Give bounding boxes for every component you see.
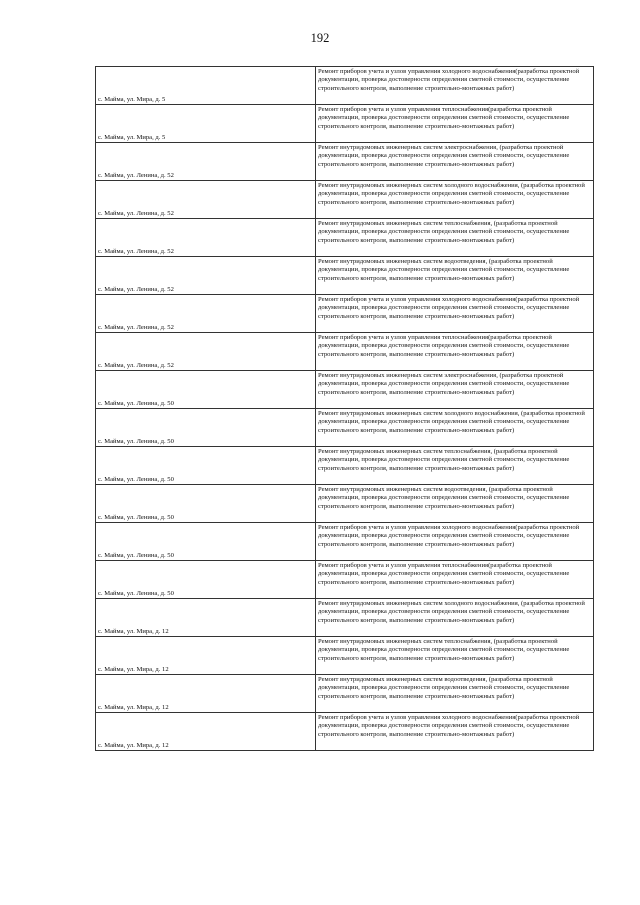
table-row bbox=[96, 67, 594, 105]
address-cell: с. Майма, ул. Ленина, д. 52 bbox=[96, 333, 316, 371]
work-description-cell: Ремонт внутридомовых инженерных систем теплоснабжения, (разработка проектной документации, проверка достоверности определения сметной стоимости, осуществление строительного контроля, выполнение строительно-монтажных работ) bbox=[316, 219, 594, 257]
work-description-cell: Ремонт внутридомовых инженерных систем водоотведения, (разработка проектной документации, проверка достоверности определения сметной стоимости, осуществление строительного контроля, выполнение строительно-монтажных работ) bbox=[316, 485, 594, 523]
work-description-cell: Ремонт внутридомовых инженерных систем холодного водоснабжения, (разработка проектной документации, проверка достоверности определения сметной стоимости, осуществление строительного контроля, выполнение строительно-монтажных работ) bbox=[316, 409, 594, 447]
table-row bbox=[96, 713, 594, 751]
address-cell: с. Майма, ул. Ленина, д. 52 bbox=[96, 295, 316, 333]
address-cell: с. Майма, ул. Ленина, д. 50 bbox=[96, 485, 316, 523]
work-description-cell: Ремонт приборов учета и узлов управления холодного водоснабжения(разработка проектной документации, проверка достоверности определения сметной стоимости, осуществление строительного контроля, выполнение строительно-монтажных работ) bbox=[316, 713, 594, 751]
address-cell: с. Майма, ул. Ленина, д. 50 bbox=[96, 371, 316, 409]
address-cell: с. Майма, ул. Мира, д. 12 bbox=[96, 713, 316, 751]
work-description-cell: Ремонт внутридомовых инженерных систем теплоснабжения, (разработка проектной документации, проверка достоверности определения сметной стоимости, осуществление строительного контроля, выполнение строительно-монтажных работ) bbox=[316, 447, 594, 485]
works-table bbox=[95, 66, 594, 751]
table-row bbox=[96, 447, 594, 485]
table-row bbox=[96, 561, 594, 599]
address-cell: с. Майма, ул. Мира, д. 12 bbox=[96, 599, 316, 637]
work-description-cell: Ремонт приборов учета и узлов управления холодного водоснабжения(разработка проектной документации, проверка достоверности определения сметной стоимости, осуществление строительного контроля, выполнение строительно-монтажных работ) bbox=[316, 295, 594, 333]
address-cell: с. Майма, ул. Ленина, д. 52 bbox=[96, 257, 316, 295]
address-cell: с. Майма, ул. Мира, д. 5 bbox=[96, 105, 316, 143]
work-description-cell: Ремонт внутридомовых инженерных систем холодного водоснабжения, (разработка проектной документации, проверка достоверности определения сметной стоимости, осуществление строительного контроля, выполнение строительно-монтажных работ) bbox=[316, 181, 594, 219]
table-row bbox=[96, 181, 594, 219]
table-row bbox=[96, 295, 594, 333]
table-row bbox=[96, 637, 594, 675]
work-description-cell: Ремонт внутридомовых инженерных систем электроснабжения, (разработка проектной документации, проверка достоверности определения сметной стоимости, осуществление строительного контроля, выполнение строительно-монтажных работ) bbox=[316, 371, 594, 409]
table-row bbox=[96, 371, 594, 409]
work-description-cell: Ремонт приборов учета и узлов управления теплоснабжения(разработка проектной документации, проверка достоверности определения сметной стоимости, осуществление строительного контроля, выполнение строительно-монтажных работ) bbox=[316, 561, 594, 599]
address-cell: с. Майма, ул. Ленина, д. 52 bbox=[96, 143, 316, 181]
table-row bbox=[96, 675, 594, 713]
address-cell: с. Майма, ул. Ленина, д. 50 bbox=[96, 523, 316, 561]
work-description-cell: Ремонт приборов учета и узлов управления теплоснабжения(разработка проектной документации, проверка достоверности определения сметной стоимости, осуществление строительного контроля, выполнение строительно-монтажных работ) bbox=[316, 105, 594, 143]
table-row bbox=[96, 409, 594, 447]
table-row bbox=[96, 219, 594, 257]
address-cell: с. Майма, ул. Ленина, д. 50 bbox=[96, 409, 316, 447]
work-description-cell: Ремонт внутридомовых инженерных систем теплоснабжения, (разработка проектной документации, проверка достоверности определения сметной стоимости, осуществление строительного контроля, выполнение строительно-монтажных работ) bbox=[316, 637, 594, 675]
work-description-cell: Ремонт приборов учета и узлов управления холодного водоснабжения(разработка проектной документации, проверка достоверности определения сметной стоимости, осуществление строительного контроля, выполнение строительно-монтажных работ) bbox=[316, 523, 594, 561]
address-cell: с. Майма, ул. Ленина, д. 50 bbox=[96, 561, 316, 599]
work-description-cell: Ремонт внутридомовых инженерных систем водоотведения, (разработка проектной документации, проверка достоверности определения сметной стоимости, осуществление строительного контроля, выполнение строительно-монтажных работ) bbox=[316, 675, 594, 713]
address-cell: с. Майма, ул. Ленина, д. 50 bbox=[96, 447, 316, 485]
address-cell: с. Майма, ул. Мира, д. 12 bbox=[96, 637, 316, 675]
address-cell: с. Майма, ул. Мира, д. 5 bbox=[96, 67, 316, 105]
address-cell: с. Майма, ул. Мира, д. 12 bbox=[96, 675, 316, 713]
work-description-cell: Ремонт приборов учета и узлов управления холодного водоснабжения(разработка проектной документации, проверка достоверности определения сметной стоимости, осуществление строительного контроля, выполнение строительно-монтажных работ) bbox=[316, 67, 594, 105]
table-row bbox=[96, 257, 594, 295]
table-row bbox=[96, 523, 594, 561]
table-row bbox=[96, 333, 594, 371]
table-row bbox=[96, 143, 594, 181]
table-row bbox=[96, 599, 594, 637]
work-description-cell: Ремонт внутридомовых инженерных систем электроснабжения, (разработка проектной документации, проверка достоверности определения сметной стоимости, осуществление строительного контроля, выполнение строительно-монтажных работ) bbox=[316, 143, 594, 181]
work-description-cell: Ремонт внутридомовых инженерных систем холодного водоснабжения, (разработка проектной документации, проверка достоверности определения сметной стоимости, осуществление строительного контроля, выполнение строительно-монтажных работ) bbox=[316, 599, 594, 637]
address-cell: с. Майма, ул. Ленина, д. 52 bbox=[96, 181, 316, 219]
work-description-cell: Ремонт приборов учета и узлов управления теплоснабжения(разработка проектной документации, проверка достоверности определения сметной стоимости, осуществление строительного контроля, выполнение строительно-монтажных работ) bbox=[316, 333, 594, 371]
address-cell: с. Майма, ул. Ленина, д. 52 bbox=[96, 219, 316, 257]
table-row bbox=[96, 485, 594, 523]
table-row bbox=[96, 105, 594, 143]
page-number: 192 bbox=[310, 31, 330, 45]
work-description-cell: Ремонт внутридомовых инженерных систем водоотведения, (разработка проектной документации, проверка достоверности определения сметной стоимости, осуществление строительного контроля, выполнение строительно-монтажных работ) bbox=[316, 257, 594, 295]
